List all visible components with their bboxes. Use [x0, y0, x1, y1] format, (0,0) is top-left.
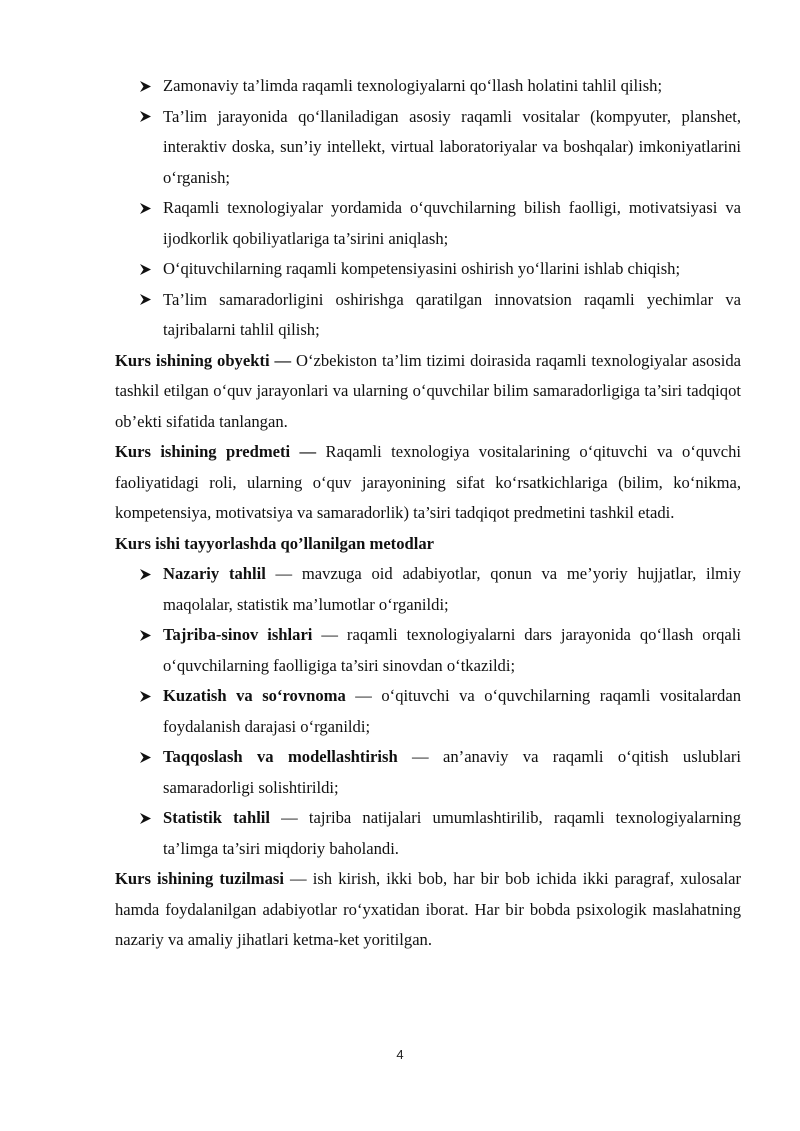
goal-text: Ta’lim jarayonida qo‘llaniladigan asosiy raqamli vositalar (kompyuter, planshet, interaktiv doska, sun’iy intellekt, virtual laboratoriyalar va boshqalar) imkoniyatlarini o‘rganish;: [163, 106, 741, 187]
method-text: — an’anaviy va raqamli o‘qitish uslublari samaradorligi solishtirildi;: [163, 747, 741, 797]
method-text: — o‘qituvchi va o‘quvchilarning raqamli vositalardan foydalanish darajasi o‘rganildi;: [163, 686, 741, 736]
arrowhead-bullet-icon: [139, 193, 155, 223]
goal-text: Raqamli texnologiyalar yordamida o‘quvchilarning bilish faolligi, motivatsiyasi va ijodkorlik qobiliyatlariga ta’sirini aniqlash;: [163, 198, 741, 248]
structure-label: Kurs ishining tuzilmasi: [115, 869, 284, 888]
goal-item: [115, 285, 741, 346]
arrowhead-bullet-icon: [139, 803, 155, 833]
method-text: — mavzuga oid adabiyotlar, qonun va me’yoriy hujjatlar, ilmiy maqolalar, statistik ma’lumotlar o‘rganildi;: [163, 564, 741, 614]
goal-text: Ta’lim samaradorligini oshirishga qaratilgan innovatsion raqamli yechimlar va tajribalarni tahlil qilish;: [163, 289, 741, 339]
goals-list: [115, 71, 741, 346]
goal-text: Zamonaviy ta’limda raqamli texnologiyalarni qo‘llash holatini tahlil qilish;: [163, 76, 663, 95]
method-text: — tajriba natijalari umumlashtirilib, raqamli texnologiyalarning ta’limga ta’siri miqdoriy baholandi.: [163, 808, 741, 858]
method-item: [115, 559, 741, 620]
method-text: — raqamli texnologiyalarni dars jarayonida qo‘llash orqali o‘quvchilarning faolligiga ta’siri sinovdan o‘tkazildi;: [163, 625, 741, 675]
method-item: [115, 681, 741, 742]
arrowhead-bullet-icon: [139, 620, 155, 650]
arrowhead-bullet-icon: [139, 285, 155, 315]
goal-item: [115, 193, 741, 254]
object-label: Kurs ishining obyekti —: [115, 350, 292, 370]
arrowhead-bullet-icon: [139, 254, 155, 284]
method-item: [115, 803, 741, 864]
method-label: Statistik tahlil: [163, 808, 271, 827]
method-item: [115, 742, 741, 803]
methods-heading: Kurs ishi tayyorlashda qo’llanilgan metodlar: [115, 533, 435, 553]
arrowhead-bullet-icon: [139, 102, 155, 132]
method-label: Tajriba-sinov ishlari: [163, 625, 313, 644]
method-label: Taqqoslash va modellashtirish: [163, 747, 398, 766]
structure-text: — ish kirish, ikki bob, har bir bob ichida ikki paragraf, xulosalar hamda foydalanilgan adabiyotlar ro‘yxatidan iborat. Har bir bobda psixologik maslahatning nazariy va amaliy jihatlari ketma-ket yoritilgan.: [115, 869, 741, 949]
goal-item: [115, 71, 741, 102]
subject-paragraph: [115, 437, 741, 529]
object-text: O‘zbekiston ta’lim tizimi doirasida raqamli texnologiyalar asosida tashkil etilgan o‘quv jarayonlari va ularning o‘quvchilar bilim samaradorligiga ta’siri tadqiqot ob’ekti sifatida tanlangan.: [115, 350, 742, 431]
method-item: [115, 620, 741, 681]
arrowhead-bullet-icon: [139, 742, 155, 772]
goal-item: [115, 254, 741, 285]
object-paragraph: [115, 346, 741, 438]
method-label: Nazariy tahlil: [163, 564, 266, 583]
arrowhead-bullet-icon: [139, 559, 155, 589]
document-page: [115, 71, 741, 956]
subject-label: Kurs ishining predmeti —: [115, 442, 317, 461]
subject-text: Raqamli texnologiya vositalarining o‘qituvchi va o‘quvchi faoliyatidagi roli, ularning o‘quv jarayonining sifat ko‘rsatkichlariga (bilim, ko‘nikma, kompetensiya, motivatsiya va samaradorlik) ta’siri tadqiqot predmetini tashkil etadi.: [115, 442, 742, 522]
goal-text: O‘qituvchilarning raqamli kompetensiyasini oshirish yo‘llarini ishlab chiqish;: [163, 259, 681, 278]
goal-item: [115, 102, 741, 194]
methods-list: [115, 559, 741, 864]
structure-paragraph: [115, 864, 741, 956]
page-number: 4: [396, 1047, 404, 1062]
arrowhead-bullet-icon: [139, 681, 155, 711]
arrowhead-bullet-icon: [139, 71, 155, 101]
method-label: Kuzatish va so‘rovnoma: [163, 686, 346, 705]
